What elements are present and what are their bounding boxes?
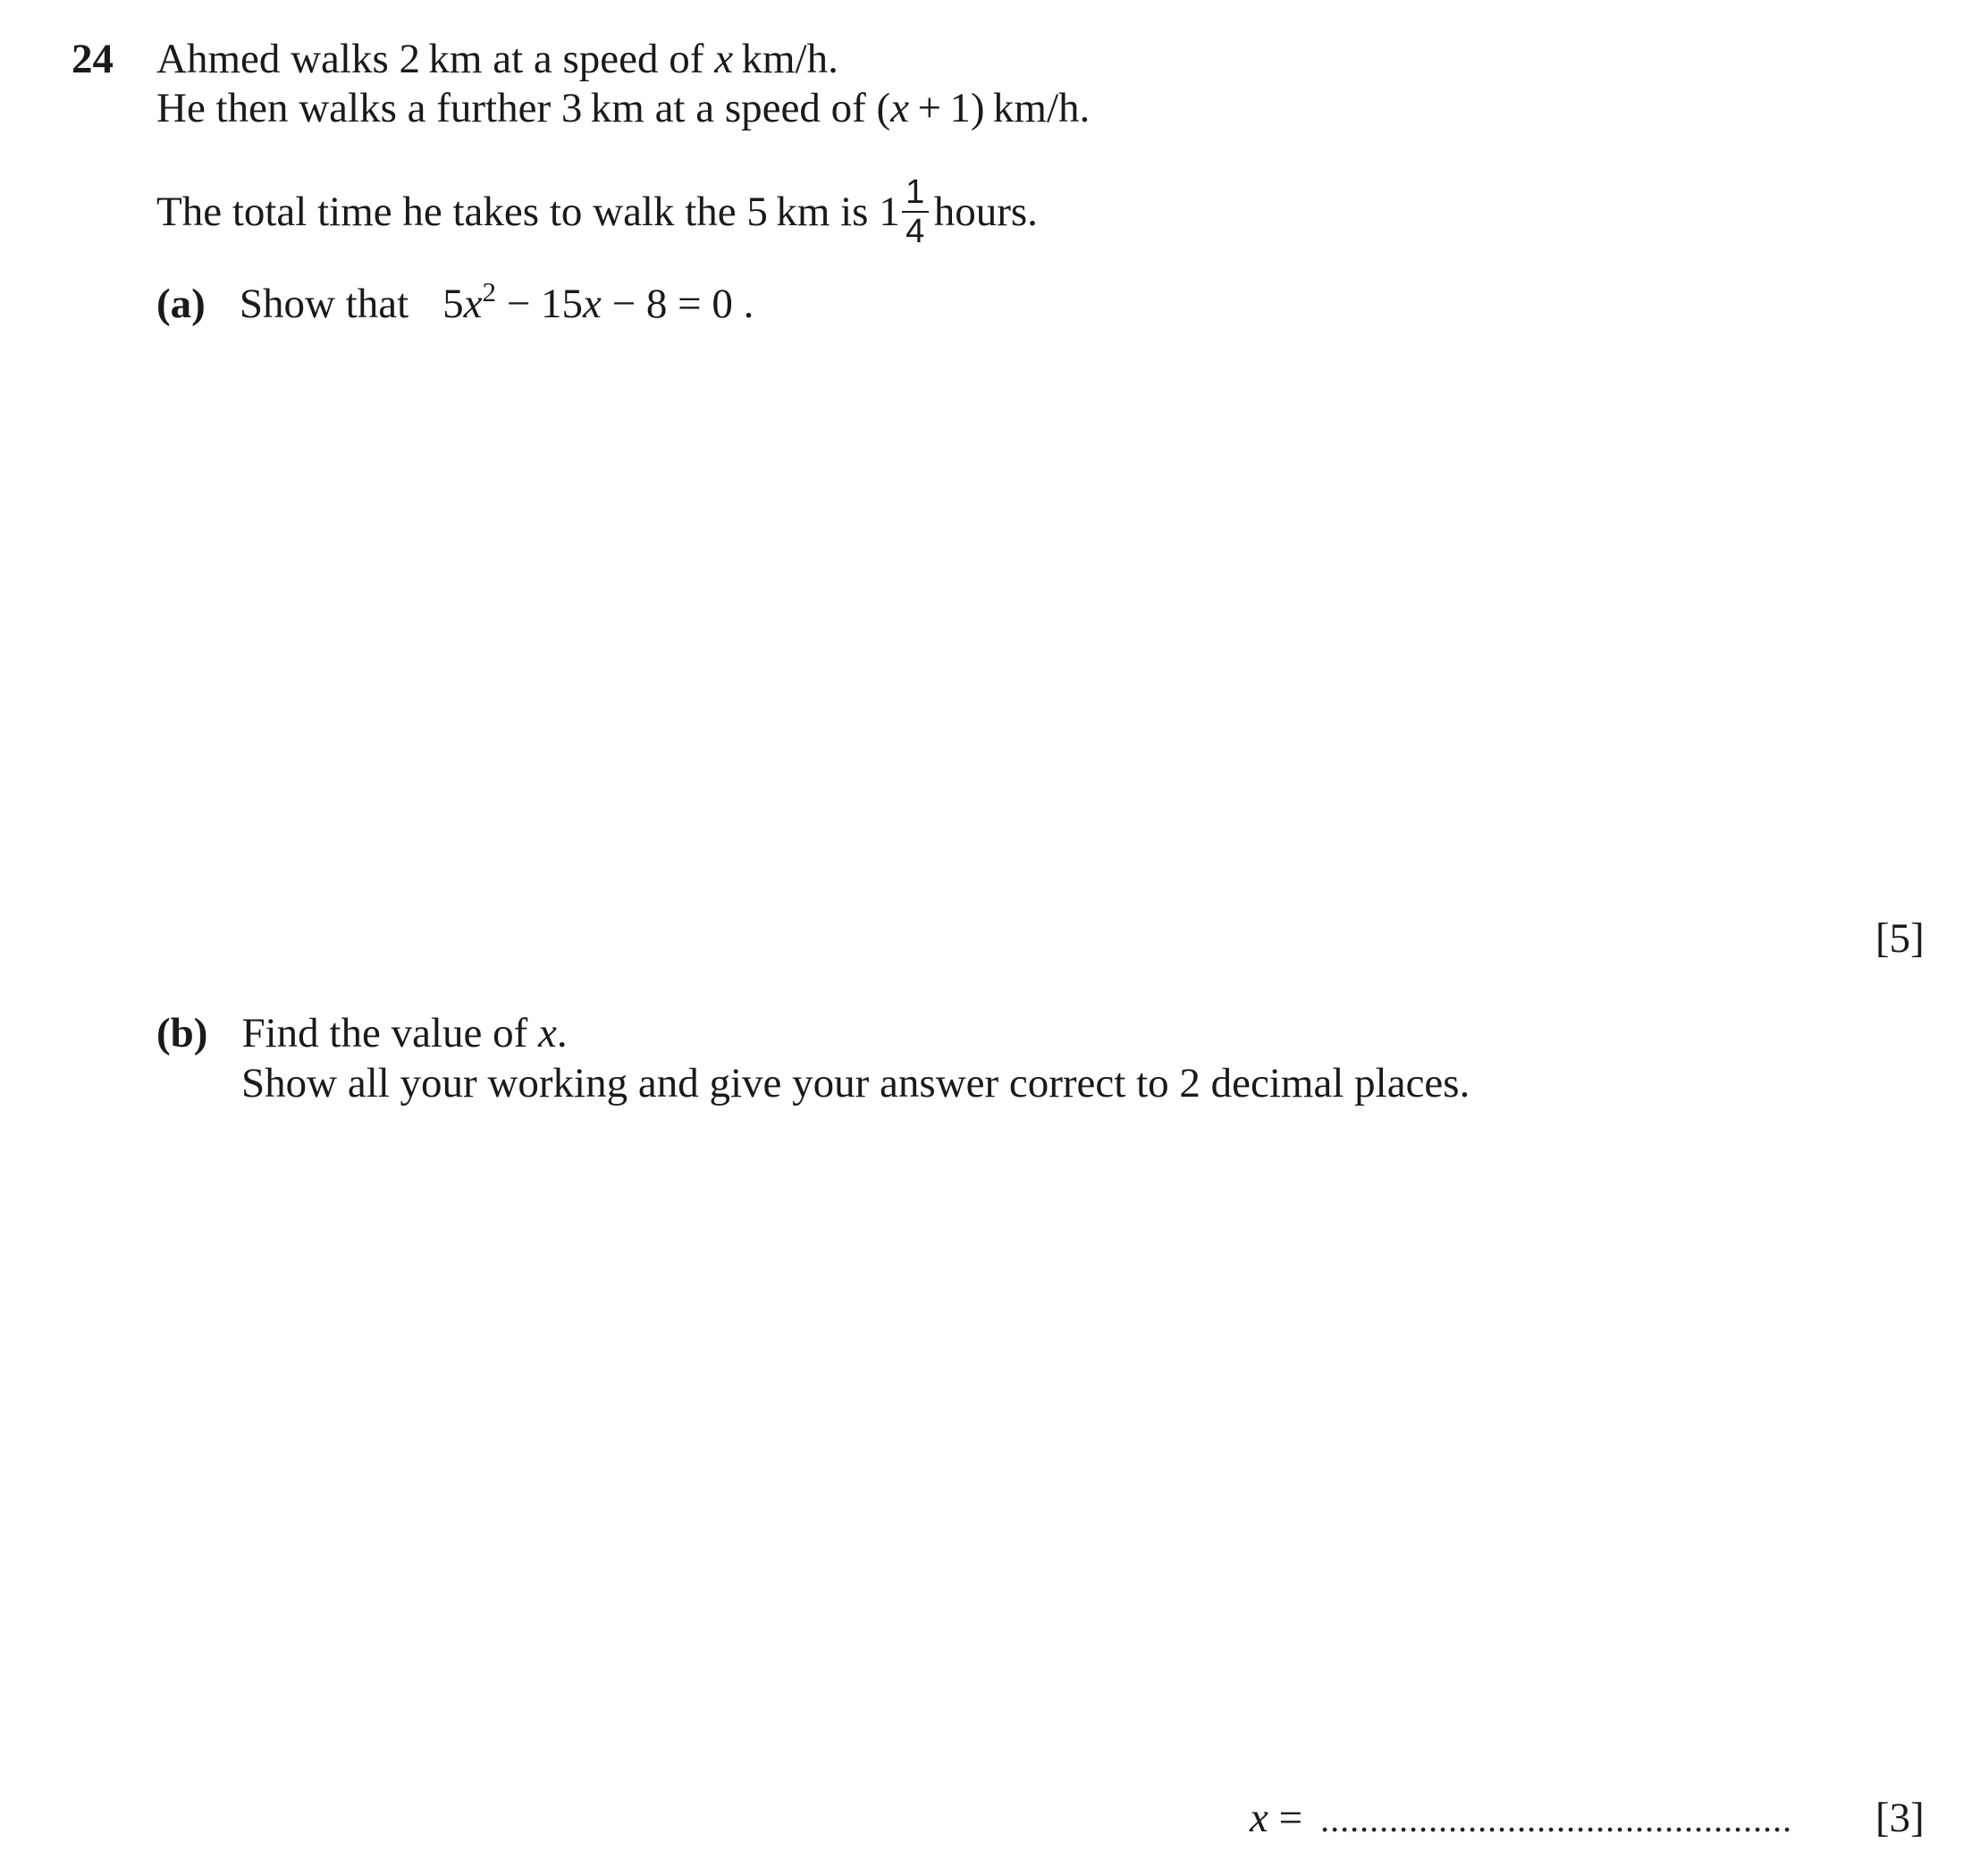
eq-variable-2: x [583,281,602,327]
fraction-denominator: 4 [906,213,925,250]
part-b-marks: [3] [1875,1795,1925,1841]
answer-line[interactable] [1250,1793,1792,1843]
question-number: 24 [72,36,114,82]
part-b-label: (b) [156,1010,208,1056]
eq-variable: x [463,281,483,327]
part-b-text-a: Find the value of [241,1010,539,1056]
eq-end: − 8 = 0 . [601,281,754,327]
line3-text-b: hours. [933,188,1038,235]
fraction-one-quarter [902,175,929,248]
line2-text-b: + 1) km/h. [909,85,1091,131]
part-b-instruction: Show all your working and give your answer correct to 2 decimal places. [241,1060,1470,1106]
part-a-label: (a) [156,281,206,327]
equation [442,276,754,327]
line3-text-a: The total time he takes to walk the 5 km is 1 [156,188,900,235]
eq-exponent: 2 [482,276,496,307]
eq-coefficient: 5 [442,281,464,327]
part-a-marks: [5] [1875,915,1925,962]
question-line-3 [156,173,1038,252]
part-a-text: Show that [239,281,409,327]
answer-equals: = [1268,1795,1303,1841]
eq-middle: − 15 [496,281,584,327]
line2-text-a: He then walks a further 3 km at a speed of ( [156,85,891,131]
answer-variable: x [1250,1795,1268,1841]
part-b-text-b: . [556,1010,568,1056]
part-a-prompt [156,276,754,329]
answer-dotted-line[interactable]: ................................................ [1320,1799,1793,1839]
line2-variable: x [890,85,910,131]
part-b-prompt [156,1008,568,1058]
fraction-numerator: 1 [906,173,925,211]
part-b-variable: x [538,1010,557,1056]
line1-text-a: Ahmed walks 2 km at a speed of [156,36,715,82]
question-line-1 [156,34,838,84]
line1-text-b: km/h. [733,36,838,82]
question-line-2 [156,83,1090,133]
line1-variable: x [714,36,734,82]
